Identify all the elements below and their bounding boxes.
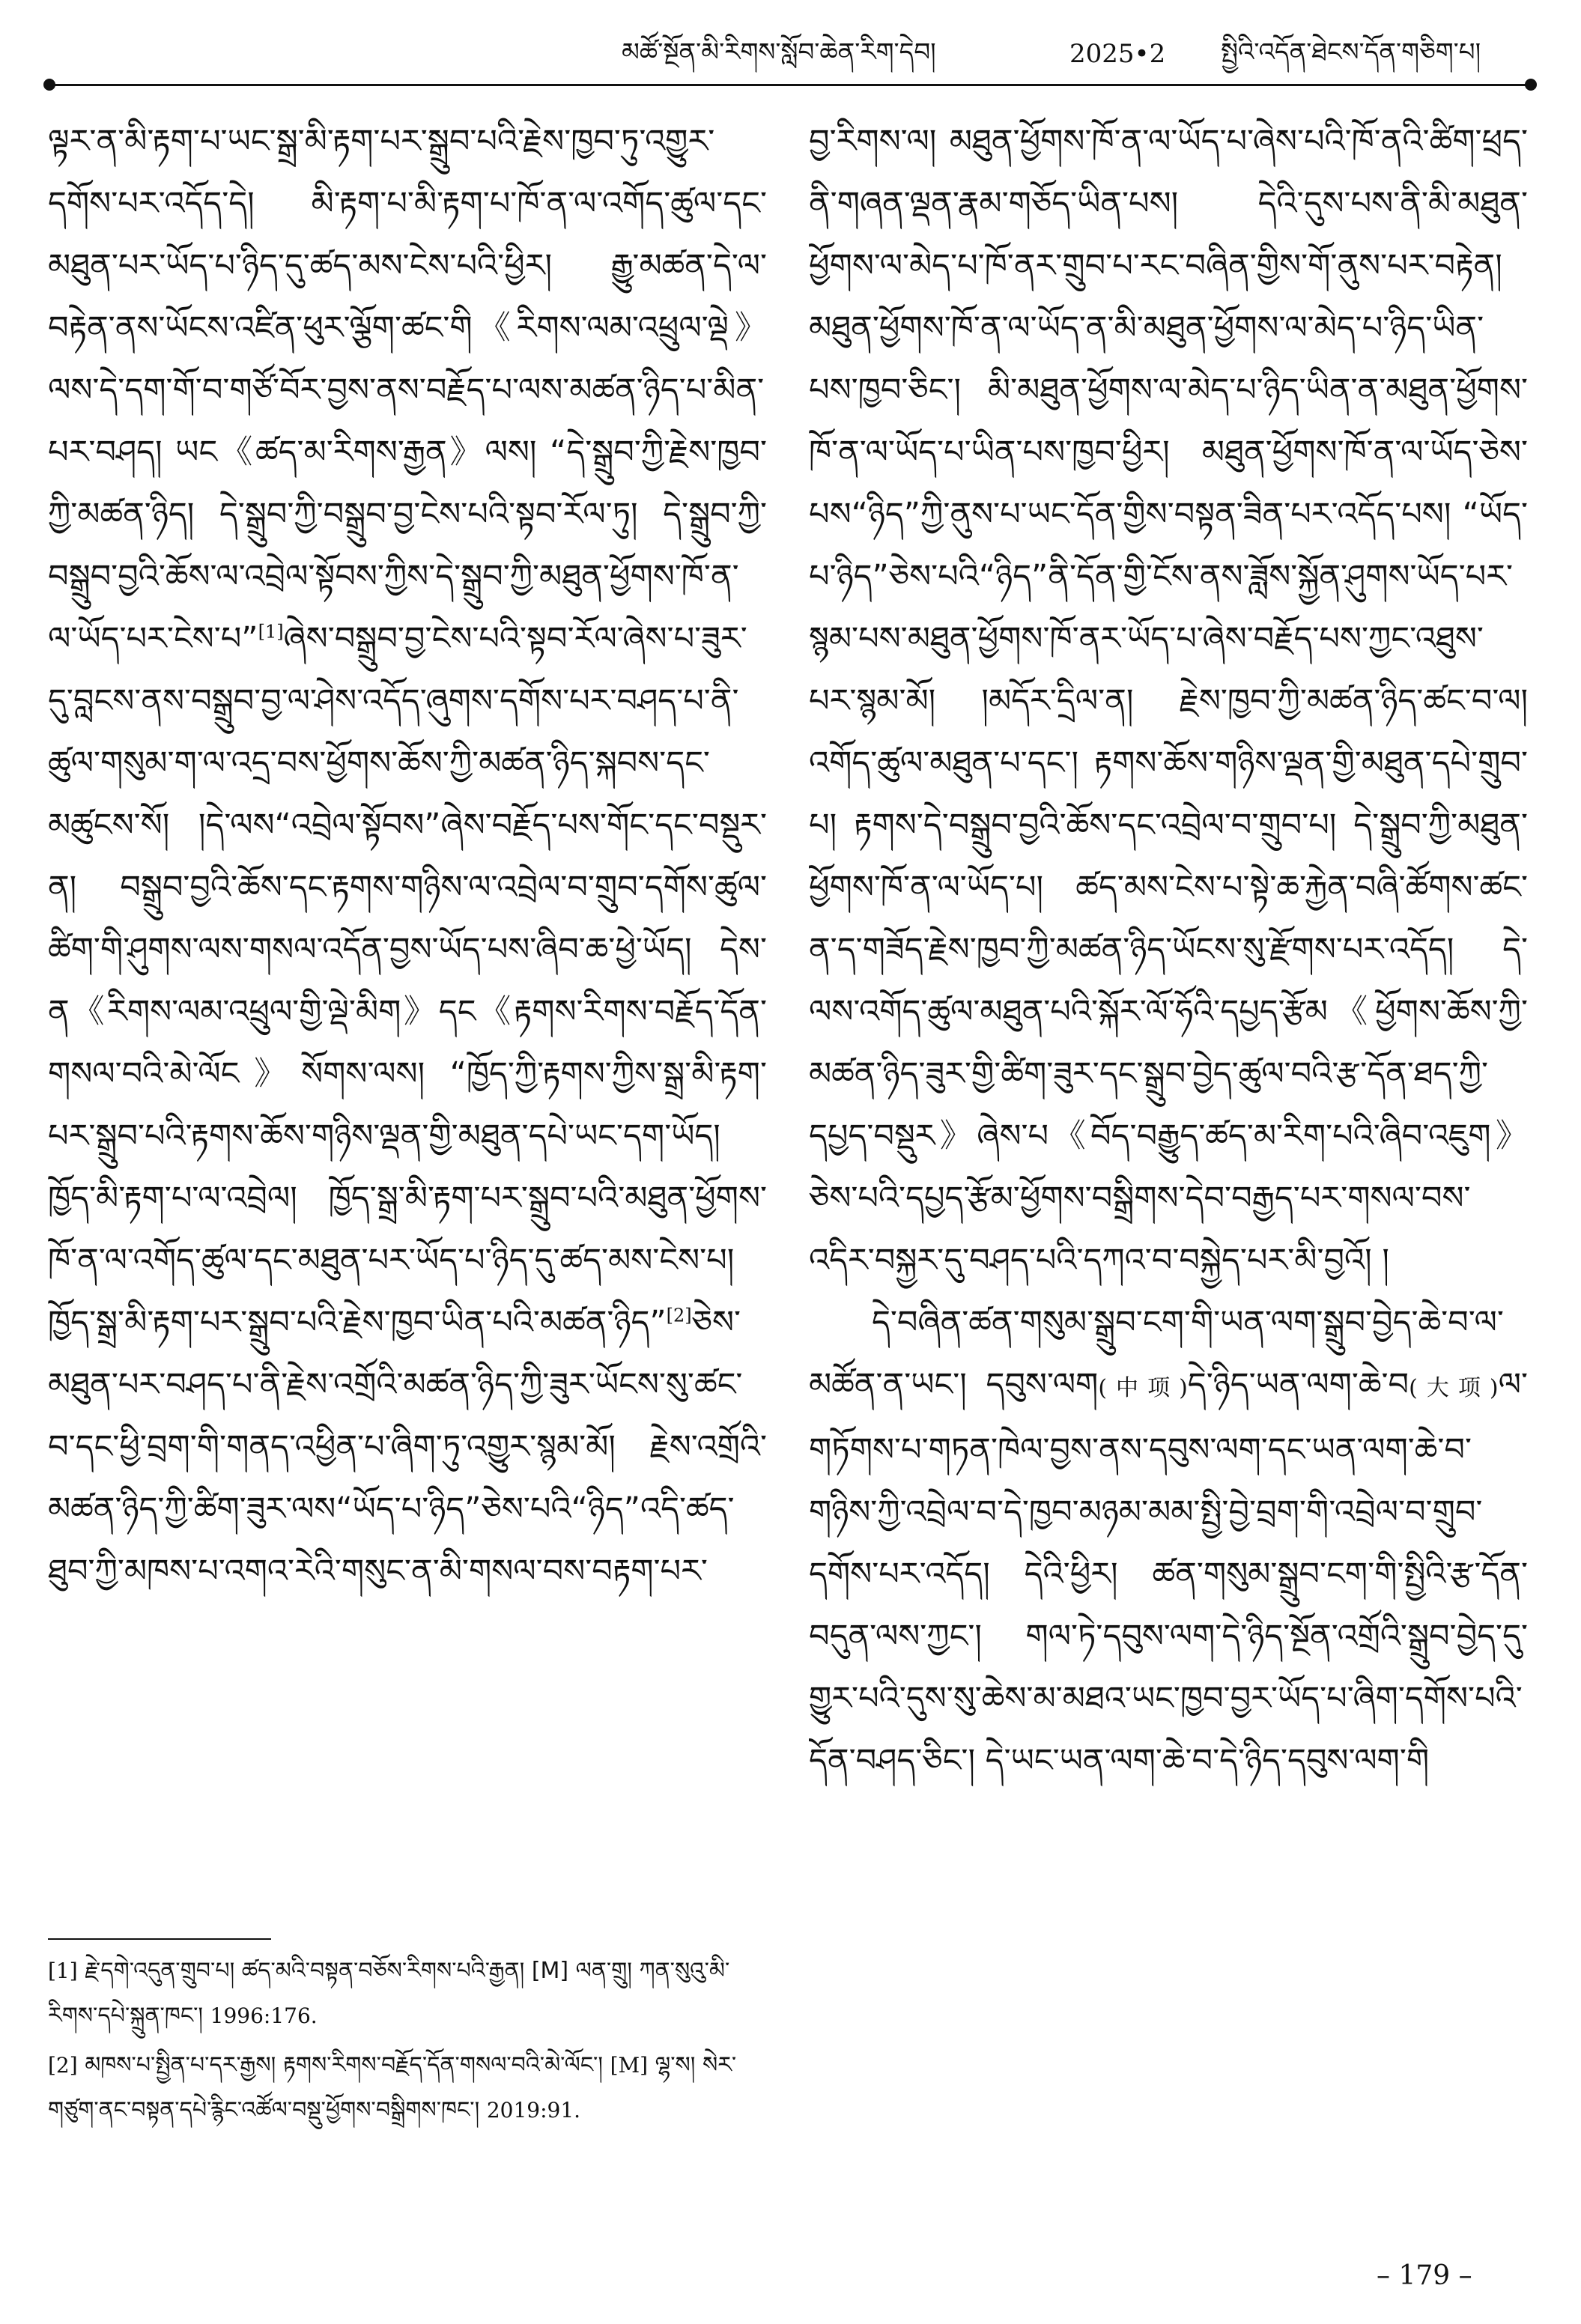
running-header [45, 30, 1535, 82]
rule-dot-right [1525, 79, 1537, 91]
header-rule [48, 84, 1531, 86]
rule-dot-left [43, 79, 55, 91]
right-paragraph-1: བྱ་རིགས་ལ། མཐུན་ཕྱོགས་ཁོ་ན་ལ་ཡོད་པ་ཞེས་པའི་ཁོ་ནའི་ཚིག་ཕྲད་ནི་གཞན་ལྡན་རྣམ་གཅོད་ཡིན་པས། དེའི་དུས་པས་ནི་མི་མཐུན་ཕྱོགས་ལ་མེད་པ་ཁོ་ནར་གྲུབ་པ་རང་བཞིན་གྱིས་གོ་ནུས་པར་བརྟེན། མཐུན་ཕྱོགས་ཁོ་ན་ལ་ཡོད་ན་མི་མཐུན་ཕྱོགས་ལ་མེད་པ་ཉིད་ཡིན་པས་ཁྱབ་ཅིང་། མི་མཐུན་ཕྱོགས་ལ་མེད་པ་ཉིད་ཡིན་ན་མཐུན་ཕྱོགས་ཁོ་ན་ལ་ཡོད་པ་ཡིན་པས་ཁྱབ་ཕྱིར། མཐུན་ཕྱོགས་ཁོ་ན་ལ་ཡོད་ཅེས་པས“ཉིད”ཀྱི་ནུས་པ་ཡང་དོན་གྱིས་བསྟན་ཟིན་པར་འདོད་པས། “ཡོད་པ་ཉིད”ཅེས་པའི“ཉིད”ནི་དོན་གྱི་ངོས་ནས་ཟློས་སྐྱོན་ཤུགས་ཡོད་པར་སྙམ་པས་མཐུན་ཕྱོགས་ཁོ་ནར་ཡོད་པ་ཞེས་བརྗོད་པས་ཀྱང་འཐུས་པར་སྙམ་མོ། །མདོར་དྲིལ་ན། རྗེས་ཁྱབ་ཀྱི་མཚན་ཉིད་ཚང་བ་ལ། འགོད་ཚུལ་མཐུན་པ་དང་། རྟགས་ཆོས་གཉིས་ལྡན་གྱི་མཐུན་དཔེ་གྲུབ་པ། རྟགས་དེ་བསྒྲུབ་བྱའི་ཆོས་དང་འབྲེལ་བ་གྲུབ་པ། དེ་སྒྲུབ་ཀྱི་མཐུན་ཕྱོགས་ཁོ་ན་ལ་ཡོད་པ། ཚད་མས་ངེས་པ་སྟེ་ཆ་རྐྱེན་བཞི་ཚོགས་ཚང་ན་ད་གཟོད་རྗེས་ཁྱབ་ཀྱི་མཚན་ཉིད་ཡོངས་སུ་རྫོགས་པར་འདོད། དེ་ལས་འགོད་ཚུལ་མཐུན་པའི་སྐོར་ལོ་ཧོའི་དཔྱད་རྩོམ《ཕྱོགས་ཆོས་ཀྱི་མཚན་ཉིད་ཟུར་གྱི་ཚིག་ཟུར་དང་སྒྲུབ་བྱེད་ཚུལ་བའི་རྩ་དོན་ཐད་ཀྱི་དཔྱད་བསྡུར》ཞེས་པ《བོད་བརྒྱུད་ཚད་མ་རིག་པའི་ཞིབ་འཇུག》ཅེས་པའི་དཔྱད་རྩོམ་ཕྱོགས་བསྒྲིགས་དེབ་བརྒྱད་པར་གསལ་བས་འདིར་བསྐྱར་དུ་བཤད་པའི་དཀའ་བ་བསྐྱེད་པར་མི་བྱའོ། ། [809, 123, 1528, 1279]
right-text-2a: དེ་བཞིན་ཚན་གསུམ་སྒྲུབ་ངག་གི་ཡན་ལག་སྒྲུབ་བྱེད་ཆེ་བ་ལ་མཚོན་ན་ཡང་། དབུས་ལག [809, 1304, 1504, 1404]
footnotes [48, 1949, 767, 2138]
right-column [809, 111, 1528, 2268]
left-text-3: ཅེས་མཐུན་པར་བཤད་པ་ནི་རྗེས་འགྲོའི་མཚན་ཉིད་ཀྱི་ཟུར་ཡོངས་སུ་ཚང་བ་དང་ཕྱི་བྲག་གི་གནད་འཕྱིན་པ་ཞིག་ཏུ་འགྱུར་སྙམ་མོ། རྗེས་འགྲོའི་མཚན་ཉིད་ཀྱི་ཚིག་ཟུར་ལས“ཡོད་པ་ཉིད”ཅེས་པའི“ཉིད”འདི་ཚད་ཐུབ་ཀྱི་མཁས་པ་འགའ་རེའི་གསུང་ན་མི་གསལ་བས་བརྟག་པར་ [48, 1304, 767, 1590]
section-title: སྤྱིའི་འདོན་ཐེངས་དོན་གཅིག་པ། [1221, 37, 1481, 67]
chinese-term-middle: (中项) [1098, 1375, 1188, 1401]
page-number: – 179 – [1377, 2260, 1472, 2291]
footnote-ref-2: [2] [666, 1305, 692, 1326]
left-text-2: ཞེས་བསྒྲུབ་བྱ་ངེས་པའི་སྟབ་རོལ་ཞེས་པ་ཟུར་དུ་བླངས་ནས་བསྒྲུབ་བྱ་ལ་ཤེས་འདོད་ཞུགས་དགོས་པར་བཤད་པ་ནི་ཚུལ་གསུམ་ག་ལ་འདྲ་བས་ཕྱོགས་ཆོས་ཀྱི་མཚན་ཉིད་སྐབས་དང་མཚུངས་སོ། །དེ་ལས“འབྲེལ་སྟོབས”ཞེས་བརྗོད་པས་གོང་དང་བསྡུར་ན། བསྒྲུབ་བྱའི་ཆོས་དང་རྟགས་གཉིས་ལ་འབྲེལ་བ་གྲུབ་དགོས་ཚུལ་ཚིག་གི་ཤུགས་ལས་གསལ་འདོན་བྱས་ཡོད་པས་ཞིབ་ཆ་ཕྱེ་ཡོད། དེས་ན《རིགས་ལམ་འཕྲུལ་གྱི་ལྡེ་མིག》དང《རྟགས་རིགས་བརྗོད་དོན་གསལ་བའི་མེ་ལོང》སོགས་ལས། “ཁྱོད་ཀྱི་རྟགས་ཀྱིས་སྒྲ་མི་རྟག་པར་སྒྲུབ་པའི་རྟགས་ཆོས་གཉིས་ལྡན་གྱི་མཐུན་དཔེ་ཡང་དག་ཡོད། ཁྱོད་མི་རྟག་པ་ལ་འབྲེལ། ཁྱོད་སྒྲ་མི་རྟག་པར་སྒྲུབ་པའི་མཐུན་ཕྱོགས་ཁོ་ན་ལ་འགོད་ཚུལ་དང་མཐུན་པར་ཡོད་པ་ཉིད་དུ་ཚད་མས་ངེས་པ། ཁྱོད་སྒྲ་མི་རྟག་པར་སྒྲུབ་པའི་རྗེས་ཁྱབ་ཡིན་པའི་མཚན་ཉིད” [48, 620, 767, 1341]
footnote-1 [48, 1949, 767, 2039]
footnote-1-number: [1] [48, 1959, 78, 1983]
left-column [48, 111, 767, 1616]
footnote-2-text-b: ལྷ་ས། སེར་གཙུག་ནང་བསྟན་དཔེ་རྙིང་འཚོལ་བསྡུ་ཕྱོགས་བསྒྲིགས་ཁང་། [48, 2052, 737, 2123]
footnote-2-year: 2019:91. [486, 2098, 581, 2123]
footnote-ref-1: [1] [258, 621, 284, 643]
footnote-2-number: [2] [48, 2053, 78, 2078]
right-text-2c: ལ་གཏོགས་པ་གཏན་ཁེལ་བྱས་ནས་དབུས་ལག་དང་ཡན་ལག་ཆེ་བ་གཉིས་ཀྱི་འབྲེལ་བ་དེ་ཁྱབ་མཉམ་མམ་སྤྱི་བྱེ་བྲག་གི་འབྲེལ་བ་གྲུབ་དགོས་པར་འདོད། དེའི་ཕྱིར། ཚན་གསུམ་སྒྲུབ་ངག་གི་སྤྱིའི་རྩ་དོན་བདུན་ལས་ཀྱང་། གལ་ཏེ་དབུས་ལག་དེ་ཉིད་སྔོན་འགྲོའི་སྒྲུབ་བྱེད་དུ་གྱུར་པའི་དུས་སུ་ཆེས་མ་མཐའ་ཡང་ཁྱབ་བྱར་ཡོད་པ་ཞིག་དགོས་པའི་དོན་བཤད་ཅིང་། དེ་ཡང་ཡན་ལག་ཆེ་བ་དེ་ཉིད་དབུས་ལག་གི [809, 1366, 1528, 1780]
footnote-rule [48, 1938, 271, 1940]
left-paragraph [48, 111, 767, 1603]
footnote-2-text: མཁས་པ་སྤྱིན་པ་དར་རྒྱས། རྟགས་རིགས་བརྗོད་དོན་གསལ་བའི་མེ་ལོང་། [85, 2052, 604, 2078]
footnote-1-text: རྗེ་དགེ་འདུན་གྲུབ་པ། ཚད་མའི་བསྟན་བཅོས་རིགས་པའི་རྒྱན། [M] ལན་གྲུ། ཀན་སུའུ་མི་རིགས་དཔེ་སྐྲུན་ཁང་། [48, 1958, 730, 2029]
right-text-2b: དེ་ཉིད་ཡན་ལག་ཆེ་བ [1187, 1366, 1409, 1404]
footnote-2-type: [M] [610, 2053, 649, 2078]
issue-number: 2025•2 [1069, 39, 1166, 69]
footnote-1-year: 1996:176. [210, 2003, 318, 2028]
journal-title: མཚོ་སྔོན་མི་རིགས་སློབ་ཆེན་རིག་དེབ། [622, 37, 936, 67]
right-paragraph-2 [809, 1292, 1528, 1792]
chinese-term-major: (大项) [1409, 1375, 1499, 1401]
left-text-1: ལྟར་ན་མི་རྟག་པ་ཡང་སྒྲ་མི་རྟག་པར་སྒྲུབ་པའི་རྗེས་ཁྱབ་ཏུ་འགྱུར་དགོས་པར་འདོད་དེ། མི་རྟག་པ་མི་རྟག་པ་ཁོ་ན་ལ་འགོད་ཚུལ་དང་མཐུན་པར་ཡོད་པ་ཉིད་དུ་ཚད་མས་ངེས་པའི་ཕྱིར། རྒྱུ་མཚན་དེ་ལ་བརྟེན་ནས་ཡོངས་འཛིན་ཕུར་ལྕོག་ཚང་གི《རིགས་ལམ་འཕྲུལ་ལྡེ》ལས་དེ་དག་གོ་བ་གཙོ་བོར་བྱས་ནས་བརྗོད་པ་ལས་མཚན་ཉིད་པ་མིན་པར་བཤད། ཡང《ཚད་མ་རིགས་རྒྱན》ལས། “དེ་སྒྲུབ་ཀྱི་རྗེས་ཁྱབ་ཀྱི་མཚན་ཉིད། དེ་སྒྲུབ་ཀྱི་བསྒྲུབ་བྱ་ངེས་པའི་སྟབ་རོལ་ཏུ། དེ་སྒྲུབ་ཀྱི་བསྒྲུབ་བྱའི་ཆོས་ལ་འབྲེལ་སྟོབས་ཀྱིས་དེ་སྒྲུབ་ཀྱི་མཐུན་ཕྱོགས་ཁོ་ན་ལ་ཡོད་པར་ངེས་པ” [48, 123, 767, 658]
footnote-2 [48, 2043, 767, 2133]
